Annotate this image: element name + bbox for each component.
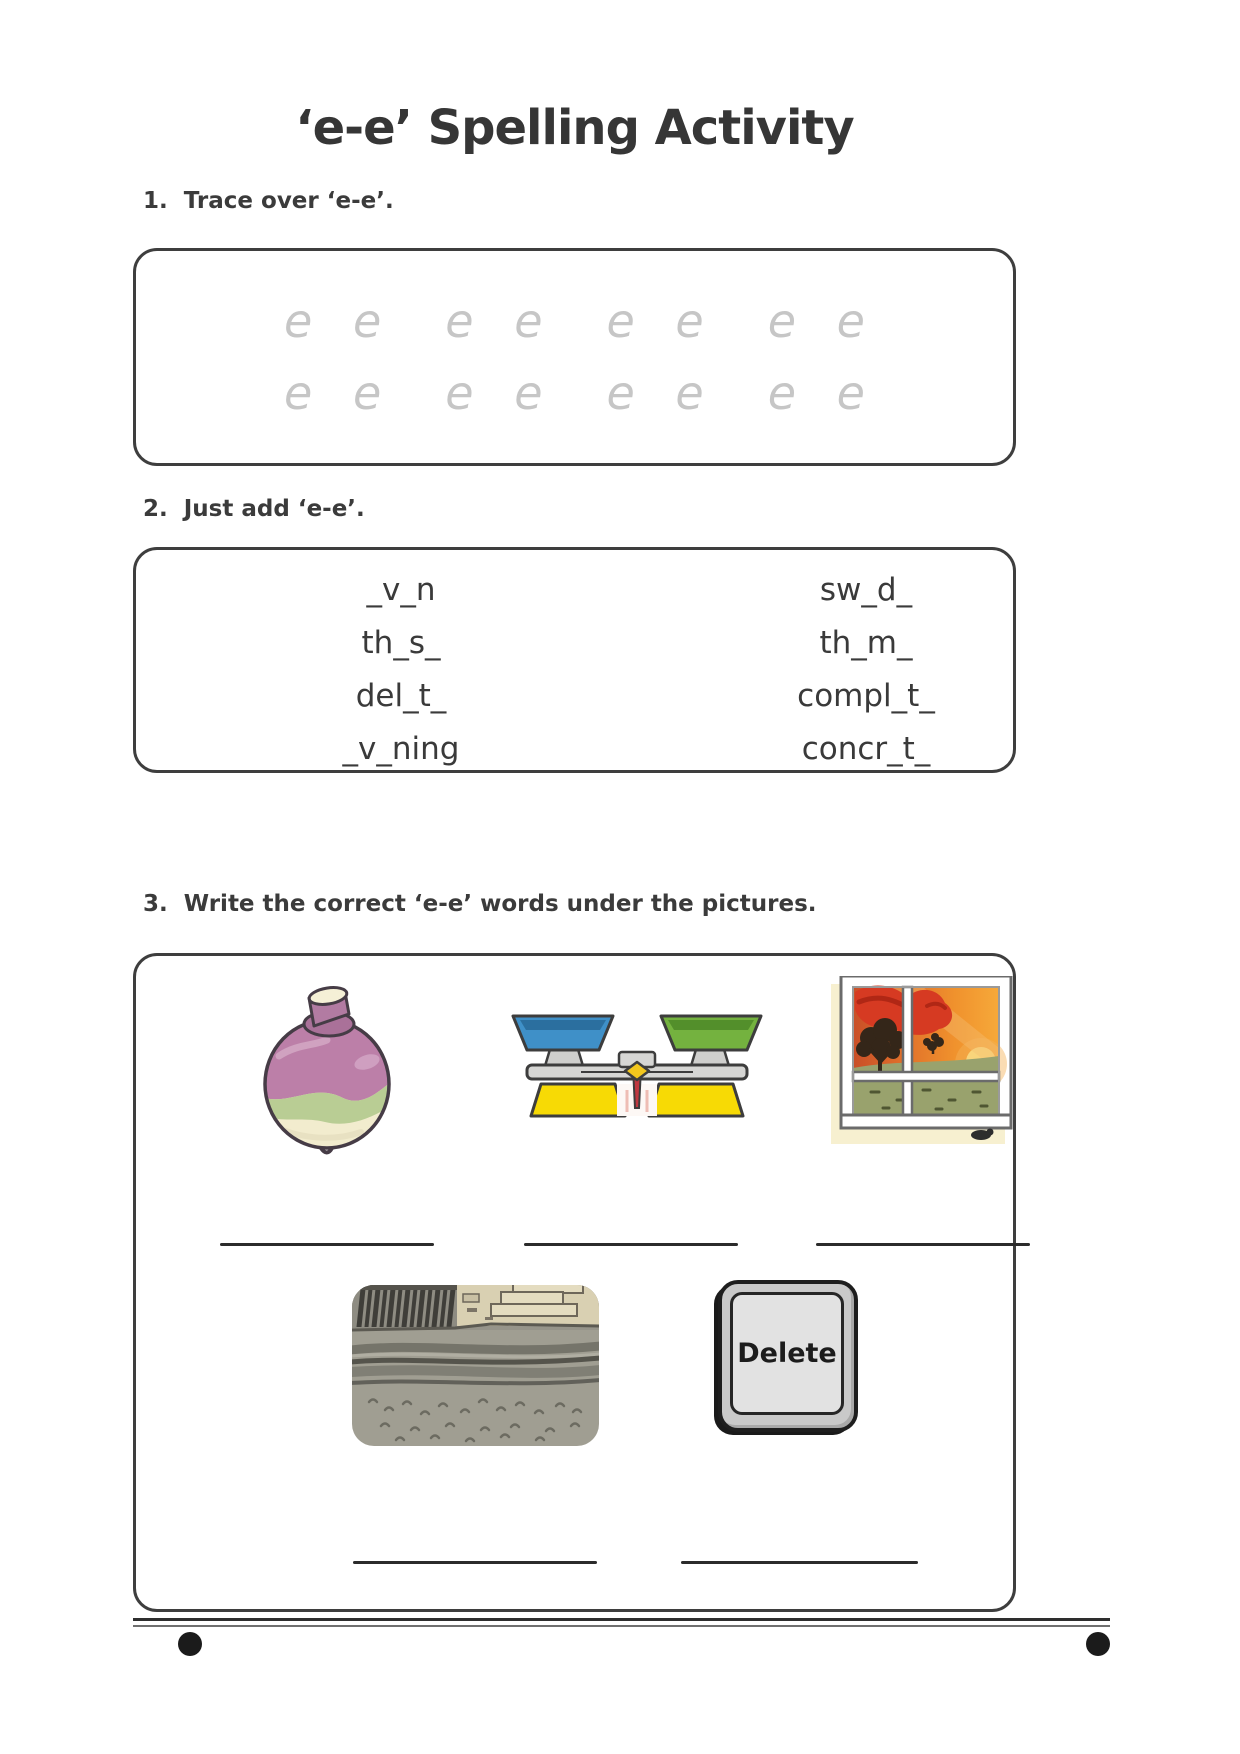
gap-word: _v_n xyxy=(366,572,436,608)
trace-letters: e e xyxy=(767,366,865,420)
trace-letters: e e xyxy=(284,294,382,348)
delete-key-face xyxy=(730,1292,844,1415)
section-2-number: 2. xyxy=(143,496,168,522)
footer-right-circle-icon xyxy=(1086,1632,1110,1656)
add-ee-box xyxy=(133,547,1016,773)
gap-word: th_s_ xyxy=(361,625,441,661)
delete-key-illustration xyxy=(718,1280,858,1432)
gap-word: compl_t_ xyxy=(797,678,935,714)
section-1-number: 1. xyxy=(143,188,168,214)
trace-letters: e e xyxy=(606,294,704,348)
trace-row-2 xyxy=(284,366,865,420)
footer-rule xyxy=(133,1618,1110,1627)
answer-line-delete xyxy=(681,1561,918,1564)
evening-window-illustration xyxy=(831,976,1013,1146)
section-3-instruction: Write the correct ‘e-e’ words under the pictures. xyxy=(183,891,817,917)
answer-line-concrete xyxy=(353,1561,597,1564)
section-3-heading xyxy=(143,891,817,917)
section-2-instruction: Just add ‘e-e’. xyxy=(183,496,365,522)
swede-illustration xyxy=(253,984,401,1156)
trace-letters: e e xyxy=(284,366,382,420)
trace-letters: e e xyxy=(606,366,704,420)
page-title: ‘e-e’ Spelling Activity xyxy=(295,100,854,156)
trace-letters: e e xyxy=(445,294,543,348)
gap-word: sw_d_ xyxy=(819,572,913,608)
trace-letters: e e xyxy=(767,294,865,348)
answer-line-scales xyxy=(524,1243,738,1246)
balance-scales-illustration xyxy=(511,1008,763,1120)
section-3-number: 3. xyxy=(143,891,168,917)
trace-box xyxy=(133,248,1016,466)
answer-line-swede xyxy=(220,1243,434,1246)
gap-word: del_t_ xyxy=(355,678,447,714)
section-1-heading xyxy=(143,188,394,214)
trace-letters: e e xyxy=(445,366,543,420)
gap-word: concr_t_ xyxy=(801,731,931,767)
wet-concrete-illustration xyxy=(351,1284,600,1447)
delete-key-label: Delete xyxy=(737,1338,837,1369)
answer-line-evening xyxy=(816,1243,1030,1246)
section-1-instruction: Trace over ‘e-e’. xyxy=(183,188,394,214)
trace-row-1 xyxy=(284,294,865,348)
word-column-left xyxy=(201,564,601,776)
section-2-heading xyxy=(143,496,365,522)
footer-left-circle-icon xyxy=(178,1632,202,1656)
pictures-box xyxy=(133,953,1016,1612)
gap-word: th_m_ xyxy=(819,625,913,661)
gap-word: _v_ning xyxy=(342,731,460,767)
word-column-right xyxy=(666,564,1066,776)
